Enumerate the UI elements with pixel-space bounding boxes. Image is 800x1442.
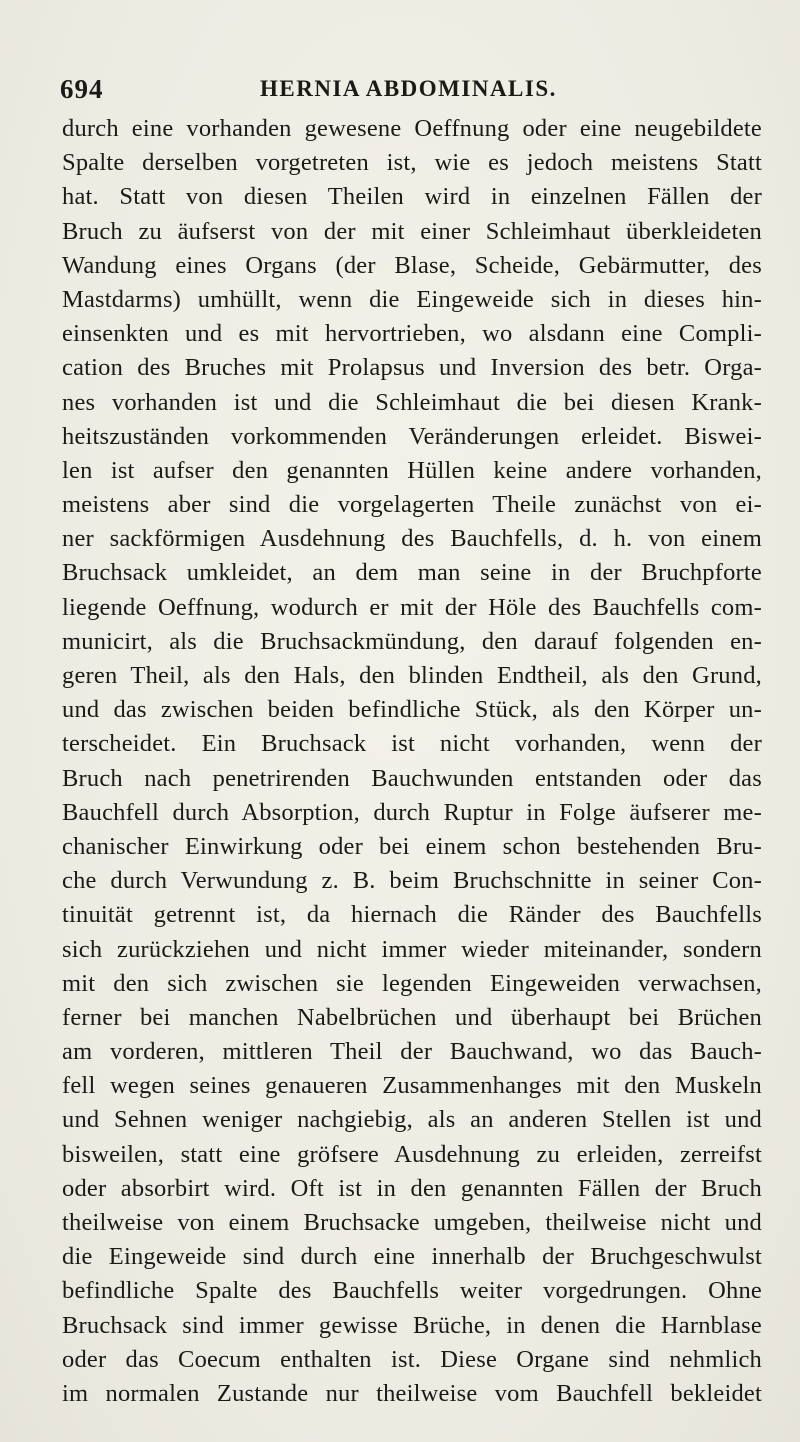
text-line: tinuität getrennt ist, da hiernach die Ränder des Bauchfells (62, 901, 762, 929)
text-line: Spalte derselben vorgetreten ist, wie es jedoch meistens Statt (62, 149, 762, 177)
body-text (62, 112, 762, 1411)
text-line: terscheidet. Ein Bruchsack ist nicht vorhanden, wenn der (62, 730, 762, 758)
text-line: Bruchsack umkleidet, an dem man seine in der Bruchpforte (62, 559, 762, 587)
text-line: meistens aber sind die vorgelagerten Theile zunächst von ei- (62, 491, 762, 519)
text-line: len ist aufser den genannten Hüllen keine andere vorhanden, (62, 456, 762, 484)
text-line: Bauchfell durch Absorption, durch Ruptur in Folge äufserer me- (62, 798, 762, 826)
text-line: mit den sich zwischen sie legenden Eingeweiden verwachsen, (62, 969, 762, 997)
text-line: municirt, als die Bruchsackmündung, den darauf folgenden en- (62, 627, 762, 655)
text-line: sich zurückziehen und nicht immer wieder miteinander, sondern (62, 935, 762, 963)
text-line: Bruchsack sind immer gewisse Brüche, in denen die Harnblase (62, 1311, 762, 1339)
text-line: hat. Statt von diesen Theilen wird in einzelnen Fällen der (62, 183, 762, 211)
text-line: die Eingeweide sind durch eine innerhalb der Bruchgeschwulst (62, 1243, 762, 1271)
text-line: heitszuständen vorkommenden Veränderungen erleidet. Biswei- (62, 422, 762, 450)
text-line: Mastdarms) umhüllt, wenn die Eingeweide sich in dieses hin- (62, 285, 762, 313)
page-number: 694 (60, 74, 104, 104)
text-line: cation des Bruches mit Prolapsus und Inversion des betr. Orga- (62, 354, 762, 382)
text-line: chanischer Einwirkung oder bei einem schon bestehenden Bru- (62, 832, 762, 860)
text-line: ner sackförmigen Ausdehnung des Bauchfells, d. h. von einem (62, 525, 762, 553)
text-line: nes vorhanden ist und die Schleimhaut die bei diesen Krank- (62, 388, 762, 416)
running-head: HERNIA ABDOMINALIS. (260, 76, 557, 101)
text-line: am vorderen, mittleren Theil der Bauchwand, wo das Bauch- (62, 1038, 762, 1066)
text-line: im normalen Zustande nur theilweise vom Bauchfell bekleidet (62, 1379, 762, 1407)
text-line: Bruch zu äufserst von der mit einer Schleimhaut überkleideten (62, 217, 762, 245)
text-line: che durch Verwundung z. B. beim Bruchschnitte in seiner Con- (62, 867, 762, 895)
text-line: und Sehnen weniger nachgiebig, als an anderen Stellen ist und (62, 1106, 762, 1134)
text-line: Bruch nach penetrirenden Bauchwunden entstanden oder das (62, 764, 762, 792)
text-line: befindliche Spalte des Bauchfells weiter vorgedrungen. Ohne (62, 1277, 762, 1305)
page-header (60, 68, 760, 108)
text-line: einsenkten und es mit hervortrieben, wo alsdann eine Compli- (62, 320, 762, 348)
text-line: oder das Coecum enthalten ist. Diese Organe sind nehmlich (62, 1345, 762, 1373)
text-line: und das zwischen beiden befindliche Stück, als den Körper un- (62, 696, 762, 724)
text-line: fell wegen seines genaueren Zusammenhanges mit den Muskeln (62, 1072, 762, 1100)
text-line: liegende Oeffnung, wodurch er mit der Höle des Bauchfells com- (62, 593, 762, 621)
text-line: ferner bei manchen Nabelbrüchen und überhaupt bei Brüchen (62, 1003, 762, 1031)
text-line: Wandung eines Organs (der Blase, Scheide, Gebärmutter, des (62, 251, 762, 279)
text-line: durch eine vorhanden gewesene Oeffnung oder eine neugebildete (62, 115, 762, 142)
text-line: theilweise von einem Bruchsacke umgeben, theilweise nicht und (62, 1209, 762, 1236)
text-line: geren Theil, als den Hals, den blinden Endtheil, als den Grund, (62, 662, 762, 689)
text-line: bisweilen, statt eine gröfsere Ausdehnung zu erleiden, zerreifst (62, 1140, 762, 1168)
text-line: oder absorbirt wird. Oft ist in den genannten Fällen der Bruch (62, 1174, 762, 1202)
